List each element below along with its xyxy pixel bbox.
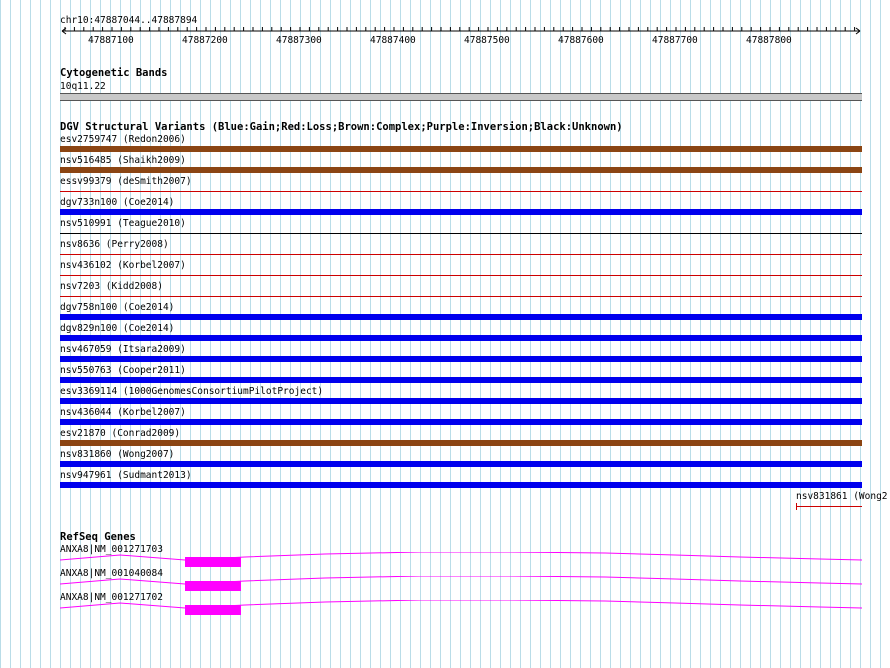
variant-label[interactable]: dgv758n100 (Coe2014)	[60, 302, 175, 313]
gene-exon[interactable]	[185, 605, 241, 615]
gene-intron-line	[60, 576, 862, 584]
variant-endcap	[796, 503, 797, 510]
variant-label[interactable]: dgv733n100 (Coe2014)	[60, 197, 175, 208]
variant-feature[interactable]	[60, 191, 862, 192]
variant-label[interactable]: essv99379 (deSmith2007)	[60, 176, 192, 187]
ruler-tick-label: 47887600	[558, 35, 604, 46]
ruler-tick-label: 47887100	[88, 35, 134, 46]
gene-model[interactable]	[60, 600, 862, 616]
cytoband-bar[interactable]	[60, 93, 862, 101]
variant-label[interactable]: nsv516485 (Shaikh2009)	[60, 155, 186, 166]
variant-feature[interactable]	[60, 398, 862, 404]
ruler-tick-label: 47887300	[276, 35, 322, 46]
variant-label[interactable]: nsv831860 (Wong2007)	[60, 449, 175, 460]
gene-model[interactable]	[60, 576, 862, 592]
variant-label[interactable]: dgv829n100 (Coe2014)	[60, 323, 175, 334]
cytoband-track-title: Cytogenetic Bands	[60, 67, 168, 79]
variant-label[interactable]: esv21870 (Conrad2009)	[60, 428, 181, 439]
dgv-track-title: DGV Structural Variants (Blue:Gain;Red:Loss;Brown:Complex;Purple:Inversion;Black:Unknown)	[60, 121, 623, 133]
variant-feature[interactable]	[60, 335, 862, 341]
variant-feature[interactable]	[60, 233, 862, 234]
variant-feature[interactable]	[60, 356, 862, 362]
gene-intron-line	[60, 552, 862, 560]
ruler-tick-label: 47887800	[746, 35, 792, 46]
gene-label[interactable]: ANXA8|NM_001271702	[60, 592, 163, 603]
refseq-track-title: RefSeq Genes	[60, 531, 136, 543]
gene-intron-line	[60, 600, 862, 608]
ruler-tick-label: 47887500	[464, 35, 510, 46]
variant-label[interactable]: nsv510991 (Teague2010)	[60, 218, 186, 229]
ruler-tick-label: 47887200	[182, 35, 228, 46]
gene-label[interactable]: ANXA8|NM_001040084	[60, 568, 163, 579]
ruler-tick-label: 47887700	[652, 35, 698, 46]
variant-label[interactable]: nsv436102 (Korbel2007)	[60, 260, 186, 271]
ruler-tick-label: 47887400	[370, 35, 416, 46]
variant-feature[interactable]	[60, 209, 862, 215]
variant-feature[interactable]	[60, 482, 862, 488]
variant-label[interactable]: nsv7203 (Kidd2008)	[60, 281, 163, 292]
variant-feature[interactable]	[60, 419, 862, 425]
variant-feature[interactable]	[60, 440, 862, 446]
variant-feature[interactable]	[60, 461, 862, 467]
variant-label[interactable]: nsv8636 (Perry2008)	[60, 239, 169, 250]
variant-feature[interactable]	[60, 377, 862, 383]
variant-label[interactable]: esv2759747 (Redon2006)	[60, 134, 186, 145]
variant-feature[interactable]	[60, 254, 862, 255]
variant-feature[interactable]	[60, 167, 862, 173]
gene-exon[interactable]	[185, 581, 241, 591]
variant-feature[interactable]	[60, 146, 862, 152]
position-label: chr10:47887044..47887894	[60, 15, 198, 26]
variant-label[interactable]: esv3369114 (1000GenomesConsortiumPilotProject)	[60, 386, 324, 397]
variant-feature[interactable]	[60, 296, 862, 297]
variant-label[interactable]: nsv831861 (Wong2	[796, 491, 888, 502]
variant-label[interactable]: nsv467059 (Itsara2009)	[60, 344, 186, 355]
gene-label[interactable]: ANXA8|NM_001271703	[60, 544, 163, 555]
cytoband-label: 10q11.22	[60, 81, 106, 92]
gene-model[interactable]	[60, 552, 862, 568]
variant-feature[interactable]	[797, 506, 862, 507]
variant-feature[interactable]	[60, 275, 862, 276]
gene-exon[interactable]	[185, 557, 241, 567]
variant-label[interactable]: nsv550763 (Cooper2011)	[60, 365, 186, 376]
variant-feature[interactable]	[60, 314, 862, 320]
variant-label[interactable]: nsv947961 (Sudmant2013)	[60, 470, 192, 481]
variant-label[interactable]: nsv436044 (Korbel2007)	[60, 407, 186, 418]
